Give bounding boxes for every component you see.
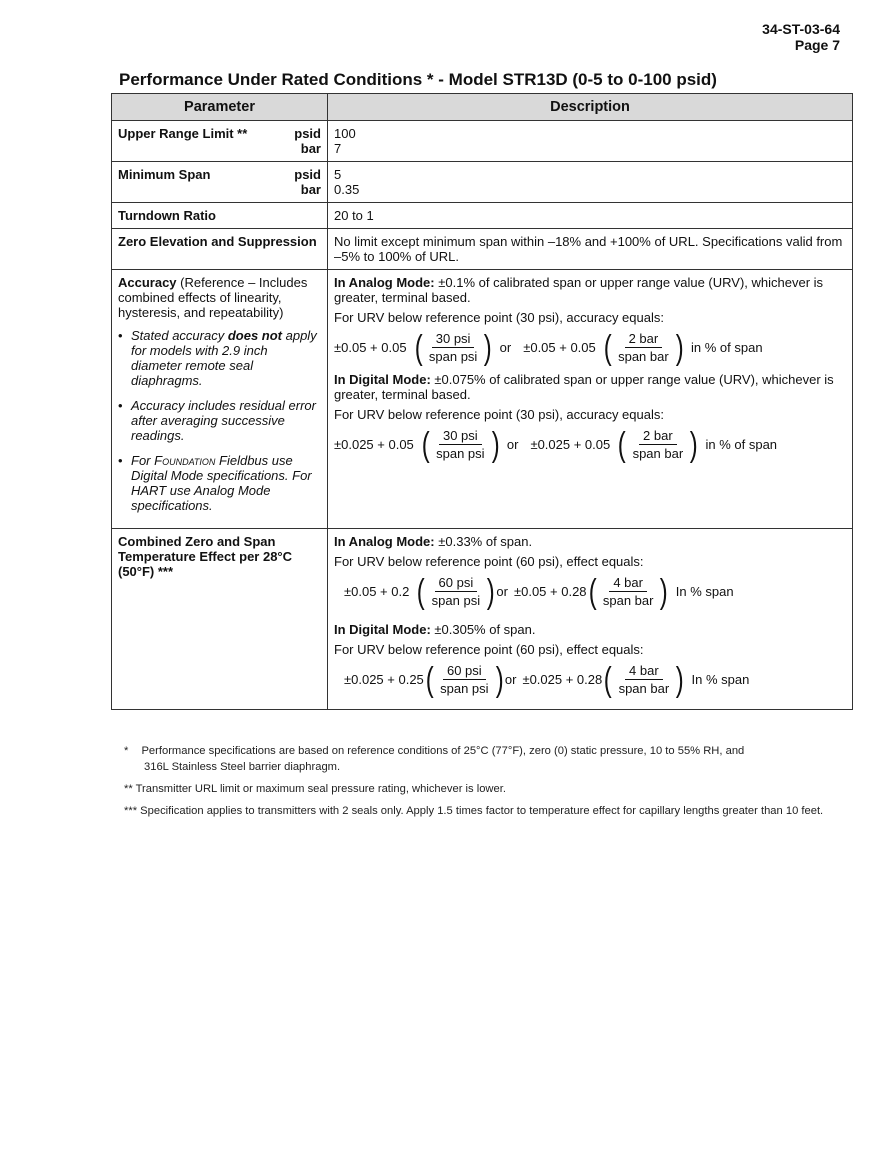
digital-mode-text: In Digital Mode: ±0.075% of calibrated span or upper range value (URV), whichever is greater, terminal based. — [334, 372, 834, 402]
value-text: 7 — [334, 141, 342, 156]
analog-mode-text: In Analog Mode: ±0.1% of calibrated span or upper range value (URV), whichever is greater, terminal based. — [334, 275, 824, 305]
unit-label: psid — [294, 126, 321, 141]
page-title: Performance Under Rated Conditions * - Model STR13D (0-5 to 0-100 psid) — [119, 70, 717, 89]
parameter-label: Upper Range Limit ** — [118, 126, 248, 141]
parameter-cell — [112, 162, 328, 203]
parameter-label: Accuracy (Reference – Includes combined effects of linearity, hysteresis, and repeatability) — [118, 275, 308, 320]
unit-label: psid — [294, 167, 321, 182]
digital-condition-text: For URV below reference point (60 psi), effect equals: — [334, 642, 644, 657]
parameter-label: Minimum Span — [118, 167, 211, 182]
unit-label: bar — [300, 182, 321, 197]
table-row-minimum-span — [112, 162, 853, 203]
list-item: • For Foundation Fieldbus use Digital Mode specifications. For HART use Analog Mode specifications. — [118, 453, 321, 513]
description-cell — [328, 270, 853, 529]
parameter-label: Combined Zero and Span Temperature Effect per 28°C (50°F) *** — [112, 529, 328, 710]
analog-accuracy-formula: ±0.05 + 0.05 ( $\frac{\text{30 psi}}{\text{span psi}}$ ) or ±0.05 + 0.05 ( $\frac{\text{2 bar}}{\text{span bar}}$ ) in % of span — [334, 328, 763, 367]
parameter-label: Turndown Ratio — [112, 203, 328, 229]
analog-condition-text: For URV below reference point (30 psi), accuracy equals: — [334, 310, 664, 325]
footnote-1: * Performance specifications are based on reference conditions of 25°C (77°F), zero (0) static pressure, 10 to 55% RH, and 316L Stainless Steel barrier diaphragm. — [124, 745, 745, 773]
table-header-row — [112, 94, 853, 121]
table-row-accuracy — [112, 270, 853, 529]
table-row-upper-range-limit — [112, 121, 853, 162]
column-header-parameter: Parameter — [112, 94, 328, 121]
digital-accuracy-formula: ±0.025 + 0.05 ( $\frac{\text{30 psi}}{\text{span psi}}$ ) or ±0.025 + 0.05 ( $\frac{\text{2 bar}}{\text{span bar}}$ ) in % of span — [334, 425, 778, 464]
digital-mode-text: In Digital Mode: ±0.305% of span. — [334, 622, 536, 637]
value-text: No limit except minimum span within –18% and +100% of URL. Specifications valid from –5% to 100% of URL. — [328, 229, 853, 270]
footnote-2: ** Transmitter URL limit or maximum seal pressure rating, whichever is lower. — [124, 783, 506, 795]
accuracy-notes — [118, 328, 321, 513]
value-text: 20 to 1 — [328, 203, 853, 229]
table-row-temperature-effect — [112, 529, 853, 710]
page-header — [762, 21, 840, 53]
parameter-cell — [112, 270, 328, 529]
document-number: 34-ST-03-64 — [762, 21, 840, 37]
page-number: Page 7 — [794, 37, 840, 53]
column-header-description: Description — [328, 94, 853, 121]
digital-temp-formula: ±0.025 + 0.25 ( $\frac{\text{60 psi}}{\text{span psi}}$ ) or ±0.025 + 0.28 ( $\frac{\text{4 bar}}{\text{span bar}}$ ) In % span — [344, 660, 750, 699]
value-text: 0.35 — [334, 182, 360, 197]
description-cell — [328, 529, 853, 710]
parameter-label: Zero Elevation and Suppression — [112, 229, 328, 270]
analog-mode-text: In Analog Mode: ±0.33% of span. — [334, 534, 533, 549]
footnote-3: *** Specification applies to transmitters with 2 seals only. Apply 1.5 times factor to temperature effect for capillary lengths greater than 10 feet. — [124, 805, 824, 817]
performance-table — [111, 93, 853, 710]
list-item: • Accuracy includes residual error after averaging successive readings. — [118, 398, 321, 443]
table-row-zero-elevation — [112, 229, 853, 270]
description-cell — [328, 162, 853, 203]
analog-condition-text: For URV below reference point (60 psi), effect equals: — [334, 554, 644, 569]
value-text: 100 — [334, 126, 356, 141]
list-item: • Stated accuracy does not apply for models with 2.9 inch diameter remote seal diaphragms. — [118, 328, 321, 388]
description-cell — [328, 121, 853, 162]
value-text: 5 — [334, 167, 342, 182]
unit-label: bar — [300, 141, 321, 156]
analog-temp-formula: ±0.05 + 0.2 ( $\frac{\text{60 psi}}{\text{span psi}}$ ) or ±0.05 + 0.28 ( $\frac{\text{4 bar}}{\text{span bar}}$ ) In % span — [344, 572, 734, 611]
parameter-cell — [112, 121, 328, 162]
table-row-turndown-ratio — [112, 203, 853, 229]
digital-condition-text: For URV below reference point (30 psi), accuracy equals: — [334, 407, 664, 422]
